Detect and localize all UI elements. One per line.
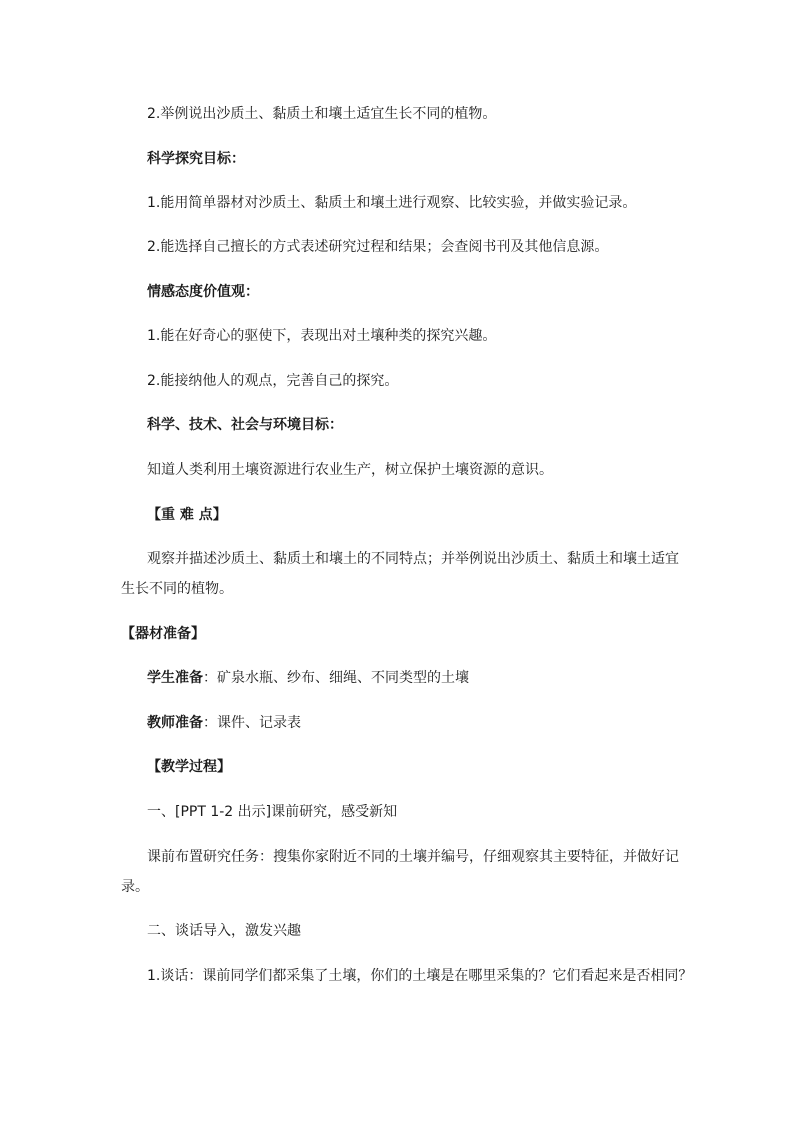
- objective-item-2: 2.举例说出沙质土、黏质土和壤土适宜生长不同的植物。: [147, 106, 497, 122]
- section-heading-science-inquiry: 科学探究目标：: [147, 151, 245, 167]
- attitude-item-1: 1.能在好奇心的驱使下，表现出对土壤种类的探究兴趣。: [147, 328, 497, 344]
- section-heading-stse: 科学、技术、社会与环境目标：: [147, 417, 343, 433]
- student-prep-line: [147, 669, 469, 687]
- stse-paragraph: 知道人类利用土壤资源进行农业生产，树立保护土壤资源的意识。: [147, 462, 553, 478]
- step-1-heading: 一、[PPT 1-2 出示]课前研究，感受新知: [147, 804, 398, 820]
- student-prep-label: 学生准备: [147, 670, 203, 686]
- teacher-prep-text: ：课件、记录表: [203, 715, 301, 731]
- section-heading-equipment: 【器材准备】: [121, 626, 205, 642]
- key-points-paragraph-cont: 生长不同的植物。: [121, 581, 233, 597]
- teacher-prep-line: [147, 714, 301, 732]
- section-heading-attitude: 情感态度价值观：: [147, 284, 259, 300]
- student-prep-text: ：矿泉水瓶、纱布、细绳、不同类型的土壤: [203, 670, 469, 686]
- section-heading-teaching-process: 【教学过程】: [147, 759, 231, 775]
- teacher-prep-label: 教师准备: [147, 715, 203, 731]
- inquiry-item-2: 2.能选择自己擅长的方式表述研究过程和结果；会查阅书刊及其他信息源。: [147, 239, 609, 255]
- step-1-paragraph: 课前布置研究任务：搜集你家附近不同的土壤并编号，仔细观察其主要特征，并做好记: [147, 849, 679, 865]
- attitude-item-2: 2.能接纳他人的观点，完善自己的探究。: [147, 373, 399, 389]
- section-heading-key-points: 【重 难 点】: [147, 507, 227, 523]
- inquiry-item-1: 1.能用简单器材对沙质土、黏质土和壤土进行观察、比较实验，并做实验记录。: [147, 195, 637, 211]
- step-2-item-1: 1.谈话：课前同学们都采集了土壤，你们的土壤是在哪里采集的？它们看起来是否相同？: [147, 968, 693, 984]
- step-1-paragraph-cont: 录。: [121, 879, 149, 895]
- key-points-paragraph: 观察并描述沙质土、黏质土和壤土的不同特点；并举例说出沙质土、黏质土和壤土适宜: [147, 551, 679, 567]
- step-2-heading: 二、谈话导入，激发兴趣: [147, 923, 301, 939]
